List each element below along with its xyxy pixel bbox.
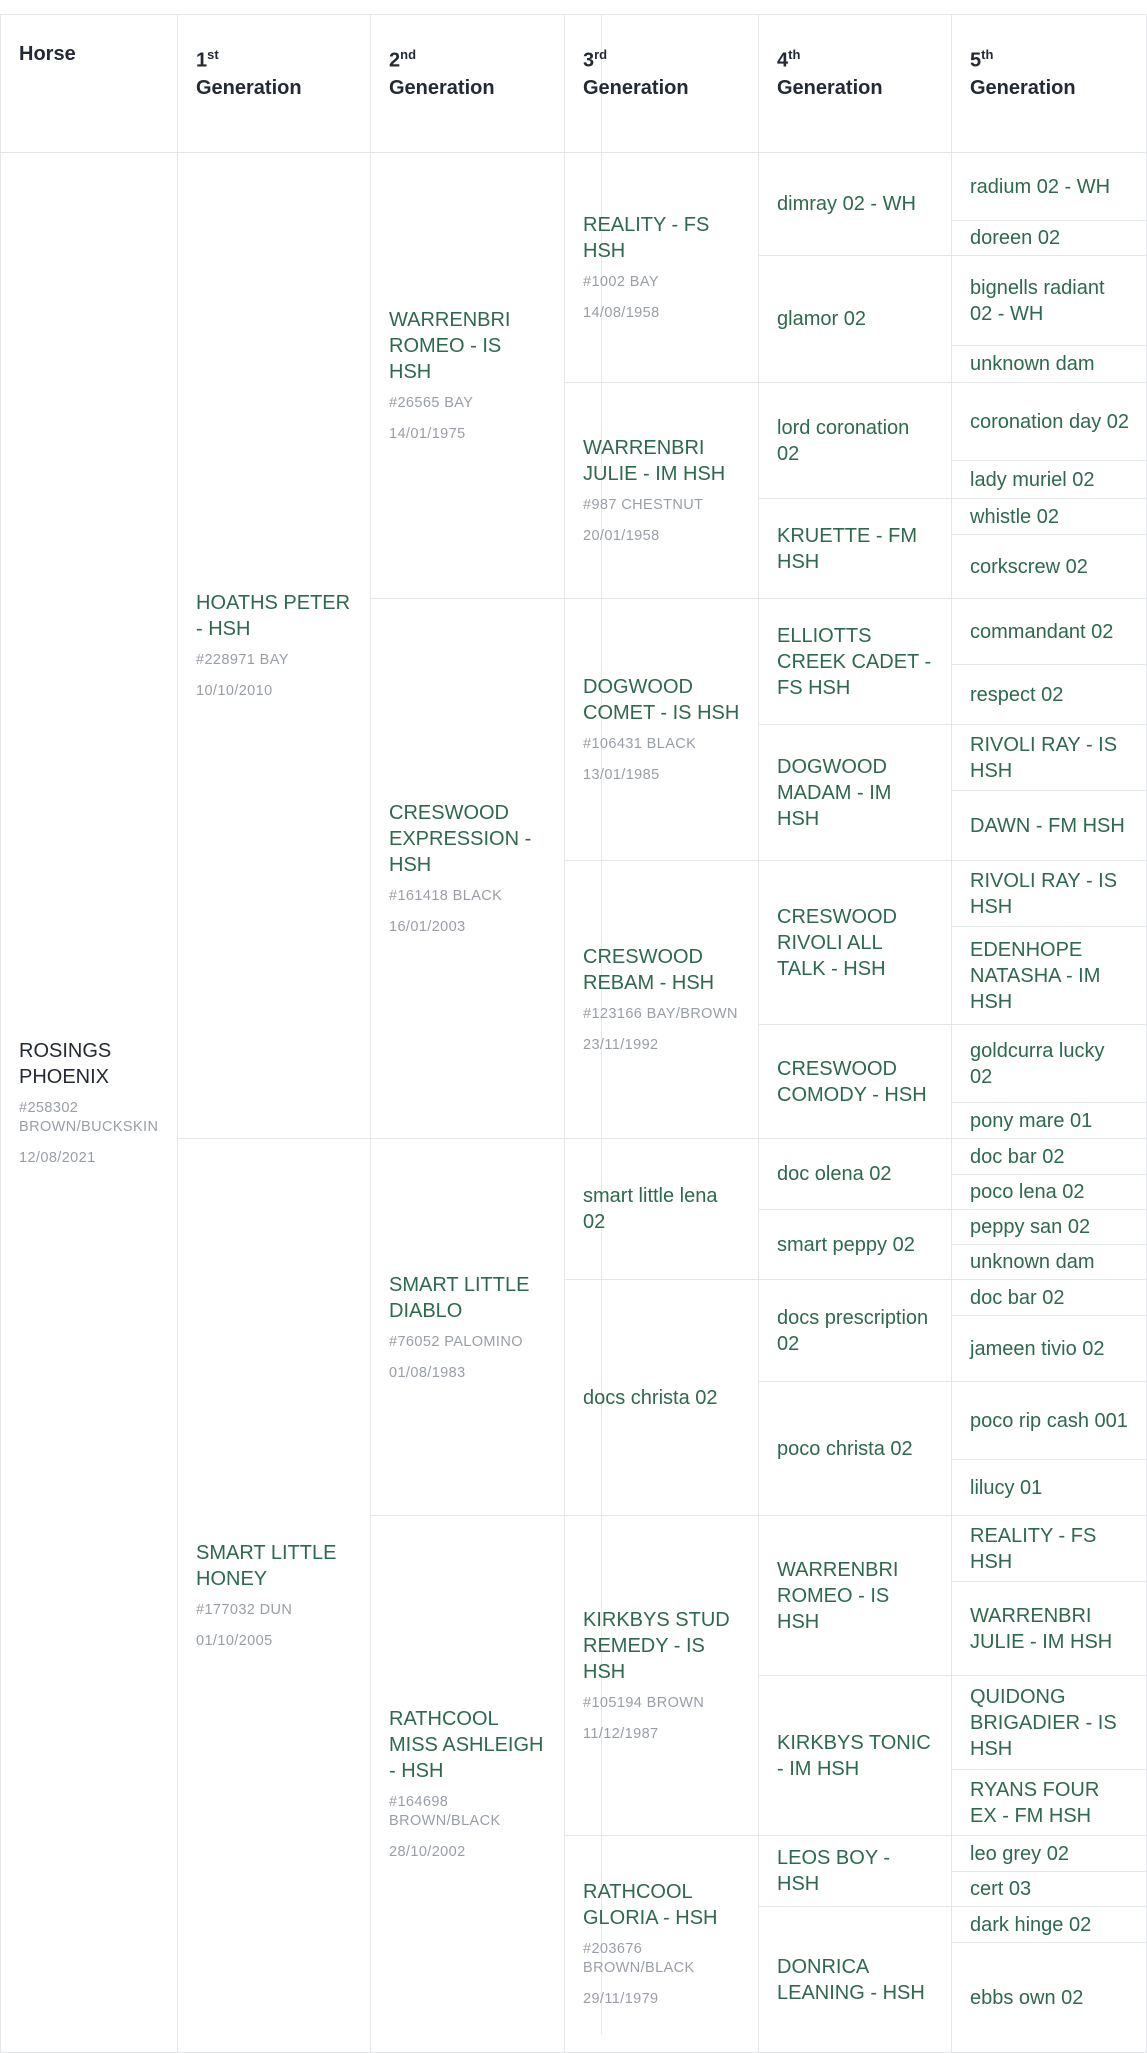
cell-gen4: [759, 1382, 952, 1516]
horse-link[interactable]: lord coronation 02: [777, 416, 910, 465]
horse-link[interactable]: doc bar 02: [970, 1286, 1065, 1309]
horse-link[interactable]: KIRKBYS STUD REMEDY - IS HSH: [583, 1609, 730, 1683]
horse-id: #106431 BLACK: [583, 736, 697, 752]
column-header-gen2: 2nd Generation: [371, 15, 565, 153]
horse-link[interactable]: ebbs own 02: [970, 1986, 1084, 2009]
horse-link[interactable]: QUIDONG BRIGADIER - IS HSH: [970, 1685, 1117, 1760]
horse-link[interactable]: doc bar 02: [970, 1145, 1065, 1168]
cell-gen5: [952, 791, 1147, 861]
cell-gen5: [952, 1103, 1147, 1139]
horse-id: #177032 DUN: [196, 1602, 293, 1618]
cell-gen5: [952, 861, 1147, 927]
pedigree-table: [0, 14, 1147, 2053]
cell-gen5: [952, 1770, 1147, 1836]
cell-gen5: [952, 1943, 1147, 2053]
horse-link[interactable]: RIVOLI RAY - IS HSH: [970, 733, 1118, 782]
horse-link[interactable]: HOATHS PETER - HSH: [196, 592, 351, 640]
horse-link[interactable]: EDENHOPE NATASHA - IM HSH: [970, 938, 1101, 1013]
horse-link[interactable]: commandant 02: [970, 620, 1114, 643]
cell-gen4: [759, 861, 952, 1025]
horse-link[interactable]: WARRENBRI JULIE - IM HSH: [583, 437, 726, 485]
cell-gen5: [952, 153, 1147, 221]
column-header-gen1: 1st Generation: [178, 15, 371, 153]
horse-id: #123166 BAY/BROWN: [583, 1006, 738, 1022]
horse-link[interactable]: REALITY - FS HSH: [970, 1524, 1097, 1573]
horse-link[interactable]: LEOS BOY - HSH: [777, 1847, 891, 1895]
horse-link[interactable]: CRESWOOD REBAM - HSH: [583, 946, 715, 994]
horse-link[interactable]: whistle 02: [970, 505, 1059, 528]
column-header-horse: Horse: [1, 15, 178, 153]
horse-id: #228971 BAY: [196, 652, 289, 668]
cell-gen1-sire: [178, 153, 371, 1139]
horse-link[interactable]: poco rip cash 001: [970, 1409, 1128, 1432]
horse-id: #987 CHESTNUT: [583, 497, 704, 513]
horse-link[interactable]: poco christa 02: [777, 1437, 913, 1460]
header-row: [1, 15, 1147, 153]
horse-link[interactable]: radium 02 - WH: [970, 175, 1111, 198]
horse-link[interactable]: poco lena 02: [970, 1181, 1085, 1203]
horse-link[interactable]: goldcurra lucky 02: [970, 1039, 1105, 1088]
horse-id: #161418 BLACK: [389, 888, 503, 904]
horse-link[interactable]: DONRICA LEANING - HSH: [777, 1955, 925, 2004]
cell-gen4: [759, 153, 952, 256]
cell-gen4: [759, 1210, 952, 1280]
horse-link[interactable]: peppy san 02: [970, 1216, 1091, 1238]
cell-gen5: [952, 599, 1147, 665]
cell-gen5: [952, 1316, 1147, 1382]
pedigree-row: [1, 153, 1147, 221]
cell-gen5: [952, 1139, 1147, 1175]
horse-link[interactable]: SMART LITTLE HONEY: [196, 1542, 337, 1590]
horse-link[interactable]: doc olena 02: [777, 1163, 892, 1185]
horse-date: 10/10/2010: [196, 683, 273, 699]
horse-date: 28/10/2002: [389, 1844, 466, 1860]
horse-link[interactable]: unknown dam: [970, 353, 1095, 375]
horse-id: #1002 BAY: [583, 274, 659, 290]
cell-gen5: [952, 1872, 1147, 1907]
root-horse-date: 12/08/2021: [19, 1149, 96, 1166]
cell-gen5: [952, 1676, 1147, 1770]
cell-gen5: [952, 1382, 1147, 1460]
horse-link[interactable]: RATHCOOL MISS ASHLEIGH - HSH: [389, 1708, 544, 1782]
horse-link[interactable]: dimray 02 - WH: [777, 193, 916, 215]
horse-link[interactable]: leo grey 02: [970, 1842, 1069, 1865]
horse-date: 01/10/2005: [196, 1633, 273, 1649]
horse-link[interactable]: CRESWOOD EXPRESSION - HSH: [389, 802, 532, 876]
horse-date: 14/08/1958: [583, 305, 660, 321]
horse-link[interactable]: lady muriel 02: [970, 468, 1095, 491]
horse-link[interactable]: WARRENBRI ROMEO - IS HSH: [389, 309, 511, 383]
root-horse-id: #258302 BROWN/BUCKSKIN: [19, 1099, 159, 1135]
horse-id: #164698 BROWN/BLACK: [389, 1794, 501, 1829]
horse-date: 11/12/1987: [583, 1726, 659, 1742]
cell-gen5: [952, 1025, 1147, 1103]
horse-link[interactable]: REALITY - FS HSH: [583, 214, 710, 262]
horse-link[interactable]: DOGWOOD COMET - IS HSH: [583, 676, 740, 724]
cell-gen5: [952, 1582, 1147, 1676]
horse-id: #76052 PALOMINO: [389, 1333, 523, 1350]
horse-link[interactable]: docs christa 02: [583, 1386, 718, 1409]
cell-gen2: [371, 599, 565, 1139]
horse-link[interactable]: WARRENBRI JULIE - IM HSH: [970, 1604, 1113, 1653]
horse-id: #26565 BAY: [389, 395, 474, 411]
horse-link[interactable]: glamor 02: [777, 308, 866, 330]
horse-link[interactable]: corkscrew 02: [970, 555, 1088, 578]
horse-date: 14/01/1975: [389, 426, 466, 442]
horse-link[interactable]: pony mare 01: [970, 1109, 1093, 1132]
horse-link[interactable]: smart peppy 02: [777, 1233, 915, 1256]
horse-link[interactable]: KIRKBYS TONIC - IM HSH: [777, 1731, 931, 1780]
cell-gen4: [759, 499, 952, 599]
cell-gen5: [952, 461, 1147, 499]
cell-gen2: [371, 1516, 565, 2053]
horse-link[interactable]: WARRENBRI ROMEO - IS HSH: [777, 1558, 899, 1633]
cell-gen5: [952, 725, 1147, 791]
root-horse-name: ROSINGS PHOENIX: [19, 1039, 112, 1088]
horse-link[interactable]: smart little lena 02: [583, 1185, 718, 1233]
cell-gen3: [565, 1836, 759, 2053]
horse-date: 23/11/1992: [583, 1037, 659, 1053]
cell-gen4: [759, 1025, 952, 1139]
cell-gen3: [565, 1139, 759, 1280]
cell-gen1-dam: [178, 1139, 371, 2053]
horse-link[interactable]: DOGWOOD MADAM - IM HSH: [777, 755, 892, 830]
horse-link[interactable]: docs prescription 02: [777, 1306, 929, 1355]
horse-link[interactable]: unknown dam: [970, 1251, 1095, 1273]
cell-gen4: [759, 1676, 952, 1836]
horse-id: #203676 BROWN/BLACK: [583, 1941, 695, 1976]
horse-date: 01/08/1983: [389, 1364, 466, 1381]
cell-gen5: [952, 535, 1147, 599]
cell-gen4: [759, 599, 952, 725]
cell-gen3: [565, 383, 759, 599]
horse-link[interactable]: CRESWOOD COMODY - HSH: [777, 1057, 927, 1106]
horse-date: 13/01/1985: [583, 767, 660, 783]
horse-link[interactable]: DAWN - FM HSH: [970, 814, 1125, 837]
cell-gen5: [952, 665, 1147, 725]
cell-gen4: [759, 256, 952, 383]
cell-gen5: [952, 1907, 1147, 1943]
cell-gen3: [565, 1280, 759, 1516]
horse-link[interactable]: coronation day 02: [970, 410, 1130, 433]
horse-link[interactable]: bignells radiant 02 - WH: [970, 276, 1105, 325]
horse-link[interactable]: RATHCOOL GLORIA - HSH: [583, 1881, 718, 1929]
horse-date: 16/01/2003: [389, 919, 466, 935]
cell-gen5: [952, 383, 1147, 461]
cell-gen4: [759, 725, 952, 861]
column-header-gen5: 5th Generation: [952, 15, 1147, 153]
cell-gen2: [371, 153, 565, 599]
horse-link[interactable]: lilucy 01: [970, 1476, 1043, 1499]
cell-gen4: [759, 1907, 952, 2053]
cell-gen5: [952, 1516, 1147, 1582]
cell-gen4: [759, 1836, 952, 1907]
column-header-gen4: 4th Generation: [759, 15, 952, 153]
cell-gen5: [952, 1836, 1147, 1872]
horse-link[interactable]: jameen tivio 02: [970, 1337, 1105, 1360]
horse-date: 20/01/1958: [583, 528, 660, 544]
cell-gen5: [952, 256, 1147, 346]
horse-link[interactable]: respect 02: [970, 683, 1064, 706]
cell-gen5: [952, 1245, 1147, 1280]
cell-horse: [1, 153, 178, 2053]
cell-gen4: [759, 1516, 952, 1676]
cell-gen5: [952, 221, 1147, 256]
cell-gen5: [952, 1460, 1147, 1516]
horse-link[interactable]: KRUETTE - FM HSH: [777, 524, 917, 573]
column-header-gen3: 3rd Generation: [565, 15, 759, 153]
horse-link[interactable]: doreen 02: [970, 227, 1061, 249]
cell-gen5: [952, 346, 1147, 383]
cell-gen4: [759, 1139, 952, 1210]
cell-gen4: [759, 383, 952, 499]
cell-gen4: [759, 1280, 952, 1382]
horse-link[interactable]: dark hinge 02: [970, 1913, 1092, 1936]
horse-link[interactable]: cert 03: [970, 1878, 1032, 1900]
cell-gen3: [565, 153, 759, 383]
horse-link[interactable]: SMART LITTLE DIABLO: [389, 1273, 530, 1322]
cell-gen2: [371, 1139, 565, 1516]
cell-gen5: [952, 1175, 1147, 1210]
horse-id: #105194 BROWN: [583, 1695, 705, 1711]
horse-link[interactable]: ELLIOTTS CREEK CADET - FS HSH: [777, 624, 932, 699]
horse-link[interactable]: RIVOLI RAY - IS HSH: [970, 869, 1118, 918]
cell-gen3: [565, 599, 759, 861]
cell-gen3: [565, 1516, 759, 1836]
cell-gen5: [952, 499, 1147, 535]
horse-link[interactable]: CRESWOOD RIVOLI ALL TALK - HSH: [777, 905, 897, 980]
horse-link[interactable]: RYANS FOUR EX - FM HSH: [970, 1778, 1100, 1827]
cell-gen5: [952, 1280, 1147, 1316]
cell-gen3: [565, 861, 759, 1139]
cell-gen5: [952, 927, 1147, 1025]
cell-gen5: [952, 1210, 1147, 1245]
horse-date: 29/11/1979: [583, 1991, 659, 2007]
